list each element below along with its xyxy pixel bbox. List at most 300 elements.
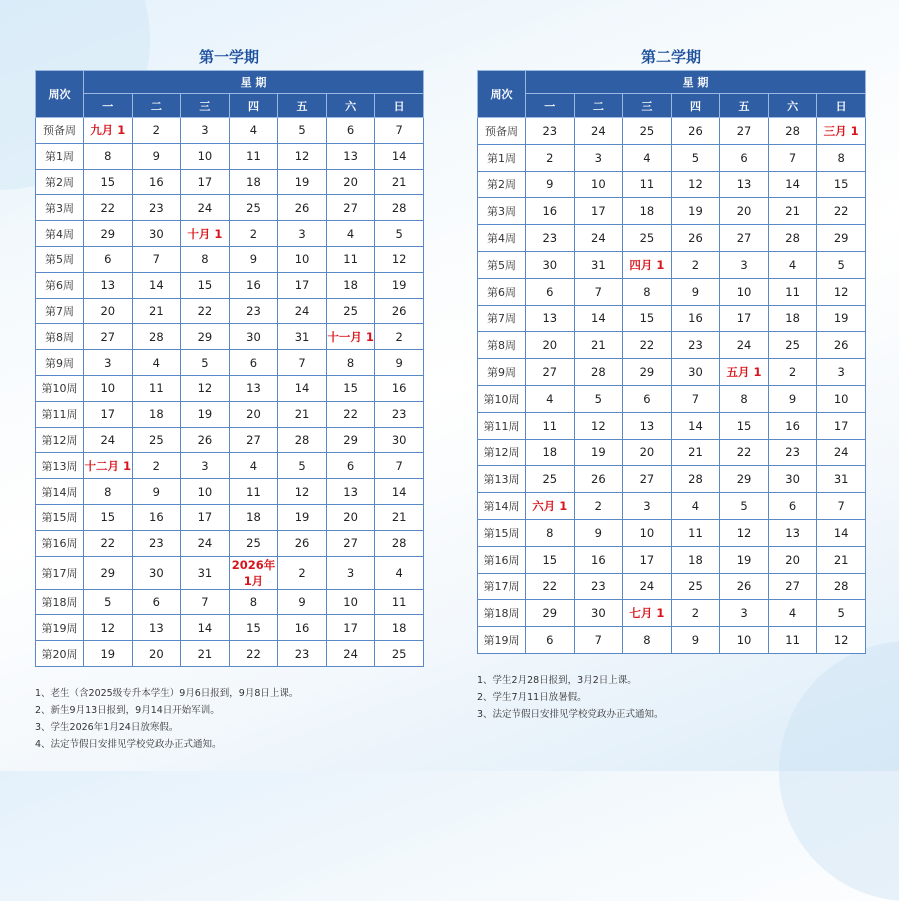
week-row — [36, 504, 424, 530]
date-cell: 17 — [278, 272, 327, 298]
date-cell: 11 — [623, 171, 672, 198]
date-cell: 3 — [84, 350, 133, 376]
weekday-header: 一 — [526, 94, 575, 118]
date-cell: 8 — [229, 589, 278, 615]
date-cell: 28 — [817, 573, 866, 600]
date-cell: 4 — [526, 385, 575, 412]
week-row — [478, 305, 866, 332]
date-cell: 12 — [574, 412, 623, 439]
date-cell: 7 — [817, 493, 866, 520]
week-label: 第16周 — [36, 530, 84, 556]
week-row — [36, 246, 424, 272]
date-cell: 9 — [132, 479, 181, 505]
calendar-table — [477, 70, 866, 654]
date-cell: 4 — [768, 600, 817, 627]
date-cell: 6 — [768, 493, 817, 520]
date-cell: 7 — [181, 589, 230, 615]
date-cell: 16 — [375, 375, 424, 401]
date-cell: 28 — [278, 427, 327, 453]
week-row — [478, 251, 866, 278]
date-cell: 29 — [326, 427, 375, 453]
date-cell: 4 — [229, 453, 278, 479]
date-cell: 8 — [526, 519, 575, 546]
date-cell: 17 — [817, 412, 866, 439]
week-label: 第12周 — [36, 427, 84, 453]
date-cell: 11 — [229, 479, 278, 505]
week-label: 第6周 — [478, 278, 526, 305]
week-label: 第20周 — [36, 641, 84, 667]
week-label: 第2周 — [36, 169, 84, 195]
weekday-group-header: 星 期 — [526, 71, 866, 94]
week-label: 第8周 — [36, 324, 84, 350]
date-cell: 14 — [278, 375, 327, 401]
week-label: 第17周 — [36, 556, 84, 589]
week-label: 第5周 — [478, 251, 526, 278]
date-cell: 4 — [375, 556, 424, 589]
date-cell: 9 — [574, 519, 623, 546]
date-cell: 8 — [84, 479, 133, 505]
weekday-header: 三 — [623, 94, 672, 118]
semester-title: 第二学期 — [640, 48, 701, 66]
week-row — [478, 546, 866, 573]
date-cell: 14 — [671, 412, 720, 439]
date-cell: 26 — [817, 332, 866, 359]
weekday-header: 二 — [574, 94, 623, 118]
week-label: 第4周 — [36, 221, 84, 247]
week-row — [478, 332, 866, 359]
date-cell: 22 — [326, 401, 375, 427]
date-cell: 6 — [720, 144, 769, 171]
week-label: 第10周 — [36, 375, 84, 401]
date-cell: 28 — [375, 195, 424, 221]
date-cell: 12 — [375, 246, 424, 272]
date-cell: 10 — [720, 627, 769, 654]
date-cell: 7 — [278, 350, 327, 376]
date-cell: 6 — [526, 627, 575, 654]
weekday-header: 六 — [326, 94, 375, 118]
date-cell: 13 — [326, 479, 375, 505]
week-row — [478, 466, 866, 493]
date-cell: 8 — [623, 627, 672, 654]
week-label: 第19周 — [36, 615, 84, 641]
date-cell: 28 — [768, 225, 817, 252]
date-cell: 8 — [326, 350, 375, 376]
date-cell: 9 — [671, 278, 720, 305]
date-cell: 10 — [574, 171, 623, 198]
date-cell: 22 — [623, 332, 672, 359]
week-label: 第1周 — [36, 143, 84, 169]
date-cell: 2 — [671, 600, 720, 627]
date-cell: 23 — [768, 439, 817, 466]
date-cell: 11 — [671, 519, 720, 546]
date-cell: 6 — [623, 385, 672, 412]
date-cell: 11 — [768, 278, 817, 305]
date-cell: 29 — [84, 221, 133, 247]
weekday-header: 日 — [817, 94, 866, 118]
date-cell: 18 — [375, 615, 424, 641]
date-cell: 22 — [84, 195, 133, 221]
date-cell: 17 — [181, 169, 230, 195]
week-row — [478, 359, 866, 386]
note-line: 4、法定节假日安排见学校党政办正式通知。 — [35, 738, 222, 750]
date-cell: 10 — [84, 375, 133, 401]
date-cell: 25 — [768, 332, 817, 359]
date-cell: 29 — [623, 359, 672, 386]
week-row — [36, 118, 424, 144]
date-cell: 3 — [181, 118, 230, 144]
date-cell: 27 — [526, 359, 575, 386]
date-cell: 9 — [526, 171, 575, 198]
date-cell: 5 — [84, 589, 133, 615]
date-cell: 27 — [720, 225, 769, 252]
date-cell: 17 — [84, 401, 133, 427]
date-cell: 3 — [574, 144, 623, 171]
week-row — [36, 298, 424, 324]
date-cell: 19 — [720, 546, 769, 573]
date-cell: 22 — [229, 641, 278, 667]
week-row — [36, 195, 424, 221]
date-cell: 18 — [229, 169, 278, 195]
weekday-header: 五 — [720, 94, 769, 118]
semester-notes — [477, 672, 866, 723]
date-cell: 9 — [229, 246, 278, 272]
date-cell: 6 — [132, 589, 181, 615]
week-label: 第3周 — [478, 198, 526, 225]
date-cell: 19 — [375, 272, 424, 298]
week-row — [36, 641, 424, 667]
weekday-header: 六 — [768, 94, 817, 118]
date-cell: 24 — [574, 118, 623, 145]
date-cell: 16 — [132, 169, 181, 195]
date-cell: 27 — [768, 573, 817, 600]
date-cell: 15 — [181, 272, 230, 298]
date-cell: 3 — [817, 359, 866, 386]
month-start-cell: 五月 1 — [720, 359, 769, 386]
date-cell: 18 — [671, 546, 720, 573]
date-cell: 18 — [132, 401, 181, 427]
date-cell: 7 — [132, 246, 181, 272]
date-cell: 4 — [326, 221, 375, 247]
date-cell: 28 — [574, 359, 623, 386]
date-cell: 15 — [720, 412, 769, 439]
date-cell: 3 — [720, 251, 769, 278]
week-row — [36, 615, 424, 641]
date-cell: 26 — [375, 298, 424, 324]
week-row — [36, 324, 424, 350]
date-cell: 23 — [671, 332, 720, 359]
week-row — [478, 171, 866, 198]
date-cell: 17 — [623, 546, 672, 573]
date-cell: 22 — [720, 439, 769, 466]
note-line: 1、学生2月28日报到，3月2日上课。 — [477, 674, 637, 686]
date-cell: 31 — [181, 556, 230, 589]
date-cell: 25 — [375, 641, 424, 667]
date-cell: 10 — [278, 246, 327, 272]
date-cell: 15 — [326, 375, 375, 401]
date-cell: 29 — [181, 324, 230, 350]
date-cell: 24 — [181, 195, 230, 221]
week-row — [478, 573, 866, 600]
date-cell: 20 — [229, 401, 278, 427]
weekday-group-header: 星 期 — [84, 71, 424, 94]
semester-title: 第一学期 — [198, 48, 259, 66]
week-row — [36, 272, 424, 298]
note-line: 1、老生（含2025级专升本学生）9月6日报到，9月8日上课。 — [35, 687, 299, 699]
date-cell: 26 — [574, 466, 623, 493]
date-cell: 30 — [375, 427, 424, 453]
date-cell: 17 — [720, 305, 769, 332]
date-cell: 30 — [671, 359, 720, 386]
date-cell: 14 — [768, 171, 817, 198]
date-cell: 24 — [278, 298, 327, 324]
note-line: 3、学生2026年1月24日放寒假。 — [35, 721, 179, 733]
date-cell: 16 — [132, 504, 181, 530]
date-cell: 20 — [526, 332, 575, 359]
week-label: 第6周 — [36, 272, 84, 298]
date-cell: 12 — [278, 143, 327, 169]
date-cell: 10 — [720, 278, 769, 305]
weekday-header: 日 — [375, 94, 424, 118]
date-cell: 8 — [84, 143, 133, 169]
date-cell: 21 — [574, 332, 623, 359]
month-start-cell: 九月 1 — [84, 118, 133, 144]
week-label: 预备周 — [36, 118, 84, 144]
date-cell: 27 — [326, 530, 375, 556]
date-cell: 7 — [768, 144, 817, 171]
week-row — [36, 375, 424, 401]
date-cell: 13 — [768, 519, 817, 546]
date-cell: 2 — [671, 251, 720, 278]
date-cell: 26 — [671, 225, 720, 252]
date-cell: 30 — [229, 324, 278, 350]
week-row — [478, 627, 866, 654]
date-cell: 5 — [574, 385, 623, 412]
date-cell: 4 — [132, 350, 181, 376]
date-cell: 20 — [132, 641, 181, 667]
date-cell: 16 — [229, 272, 278, 298]
date-cell: 5 — [278, 118, 327, 144]
date-cell: 12 — [817, 627, 866, 654]
date-cell: 9 — [132, 143, 181, 169]
date-cell: 20 — [623, 439, 672, 466]
date-cell: 2 — [229, 221, 278, 247]
month-start-cell: 十二月 1 — [84, 453, 133, 479]
date-cell: 12 — [84, 615, 133, 641]
date-cell: 5 — [817, 600, 866, 627]
date-cell: 25 — [229, 530, 278, 556]
date-cell: 22 — [526, 573, 575, 600]
date-cell: 14 — [817, 519, 866, 546]
date-cell: 10 — [181, 143, 230, 169]
date-cell: 5 — [720, 493, 769, 520]
date-cell: 14 — [132, 272, 181, 298]
date-cell: 27 — [229, 427, 278, 453]
date-cell: 25 — [623, 225, 672, 252]
date-cell: 26 — [278, 530, 327, 556]
week-row — [478, 600, 866, 627]
week-label: 第3周 — [36, 195, 84, 221]
week-label: 第9周 — [36, 350, 84, 376]
date-cell: 10 — [623, 519, 672, 546]
date-cell: 23 — [132, 530, 181, 556]
date-cell: 8 — [720, 385, 769, 412]
week-label: 第15周 — [36, 504, 84, 530]
month-start-cell: 十月 1 — [181, 221, 230, 247]
weekday-header: 四 — [671, 94, 720, 118]
date-cell: 11 — [326, 246, 375, 272]
week-label: 第16周 — [478, 546, 526, 573]
date-cell: 30 — [574, 600, 623, 627]
week-label: 第11周 — [478, 412, 526, 439]
date-cell: 18 — [526, 439, 575, 466]
week-label: 第11周 — [36, 401, 84, 427]
date-cell: 2 — [375, 324, 424, 350]
date-cell: 23 — [574, 573, 623, 600]
week-label: 预备周 — [478, 118, 526, 145]
week-label: 第18周 — [36, 589, 84, 615]
month-start-cell: 四月 1 — [623, 251, 672, 278]
week-label: 第14周 — [478, 493, 526, 520]
week-label: 第13周 — [36, 453, 84, 479]
weekday-header: 四 — [229, 94, 278, 118]
month-start-cell: 十一月 1 — [326, 324, 375, 350]
date-cell: 5 — [671, 144, 720, 171]
date-cell: 21 — [375, 504, 424, 530]
date-cell: 7 — [574, 278, 623, 305]
date-cell: 30 — [526, 251, 575, 278]
month-start-cell: 2026年1月 — [229, 556, 278, 589]
week-row — [36, 453, 424, 479]
week-row — [478, 519, 866, 546]
date-cell: 11 — [768, 627, 817, 654]
date-cell: 13 — [229, 375, 278, 401]
week-label: 第10周 — [478, 385, 526, 412]
date-cell: 17 — [326, 615, 375, 641]
semester-1-calendar — [35, 40, 424, 753]
week-row — [478, 118, 866, 145]
date-cell: 20 — [720, 198, 769, 225]
date-cell: 14 — [375, 479, 424, 505]
week-label: 第17周 — [478, 573, 526, 600]
date-cell: 31 — [278, 324, 327, 350]
week-label: 第14周 — [36, 479, 84, 505]
date-cell: 2 — [278, 556, 327, 589]
week-label: 第15周 — [478, 519, 526, 546]
date-cell: 27 — [720, 118, 769, 145]
week-row — [36, 427, 424, 453]
date-cell: 13 — [84, 272, 133, 298]
date-cell: 5 — [181, 350, 230, 376]
week-label: 第18周 — [478, 600, 526, 627]
date-cell: 20 — [326, 169, 375, 195]
date-cell: 3 — [623, 493, 672, 520]
week-row — [478, 493, 866, 520]
date-cell: 18 — [623, 198, 672, 225]
date-cell: 19 — [278, 169, 327, 195]
date-cell: 18 — [768, 305, 817, 332]
date-cell: 9 — [671, 627, 720, 654]
week-row — [478, 278, 866, 305]
date-cell: 2 — [132, 453, 181, 479]
date-cell: 19 — [181, 401, 230, 427]
date-cell: 4 — [623, 144, 672, 171]
week-label: 第7周 — [36, 298, 84, 324]
month-start-cell: 七月 1 — [623, 600, 672, 627]
date-cell: 14 — [181, 615, 230, 641]
date-cell: 15 — [229, 615, 278, 641]
date-cell: 24 — [623, 573, 672, 600]
date-cell: 30 — [132, 556, 181, 589]
date-cell: 23 — [375, 401, 424, 427]
week-row — [36, 530, 424, 556]
date-cell: 21 — [768, 198, 817, 225]
date-cell: 21 — [671, 439, 720, 466]
date-cell: 23 — [132, 195, 181, 221]
week-row — [36, 401, 424, 427]
date-cell: 12 — [671, 171, 720, 198]
date-cell: 25 — [132, 427, 181, 453]
date-cell: 6 — [326, 453, 375, 479]
date-cell: 9 — [375, 350, 424, 376]
date-cell: 25 — [623, 118, 672, 145]
date-cell: 31 — [817, 466, 866, 493]
date-cell: 23 — [229, 298, 278, 324]
date-cell: 24 — [84, 427, 133, 453]
week-row — [36, 556, 424, 589]
note-line: 2、新生9月13日报到，9月14日开始军训。 — [35, 704, 220, 716]
date-cell: 11 — [132, 375, 181, 401]
date-cell: 3 — [720, 600, 769, 627]
date-cell: 8 — [817, 144, 866, 171]
semester-notes — [35, 685, 424, 753]
weekday-header: 一 — [84, 94, 133, 118]
date-cell: 26 — [278, 195, 327, 221]
date-cell: 26 — [181, 427, 230, 453]
date-cell: 11 — [526, 412, 575, 439]
date-cell: 6 — [229, 350, 278, 376]
week-label: 第5周 — [36, 246, 84, 272]
date-cell: 15 — [526, 546, 575, 573]
date-cell: 20 — [768, 546, 817, 573]
date-cell: 19 — [574, 439, 623, 466]
date-cell: 20 — [84, 298, 133, 324]
date-cell: 8 — [181, 246, 230, 272]
date-cell: 6 — [84, 246, 133, 272]
week-label: 第7周 — [478, 305, 526, 332]
date-cell: 25 — [229, 195, 278, 221]
date-cell: 27 — [326, 195, 375, 221]
date-cell: 21 — [132, 298, 181, 324]
date-cell: 21 — [278, 401, 327, 427]
month-start-cell: 三月 1 — [817, 118, 866, 145]
date-cell: 7 — [574, 627, 623, 654]
date-cell: 13 — [326, 143, 375, 169]
date-cell: 5 — [278, 453, 327, 479]
date-cell: 17 — [574, 198, 623, 225]
date-cell: 28 — [671, 466, 720, 493]
date-cell: 10 — [326, 589, 375, 615]
date-cell: 3 — [278, 221, 327, 247]
week-column-header: 周次 — [478, 71, 526, 118]
date-cell: 28 — [132, 324, 181, 350]
date-cell: 24 — [326, 641, 375, 667]
date-cell: 23 — [526, 118, 575, 145]
date-cell: 15 — [84, 169, 133, 195]
date-cell: 29 — [817, 225, 866, 252]
date-cell: 3 — [326, 556, 375, 589]
date-cell: 24 — [720, 332, 769, 359]
date-cell: 29 — [84, 556, 133, 589]
